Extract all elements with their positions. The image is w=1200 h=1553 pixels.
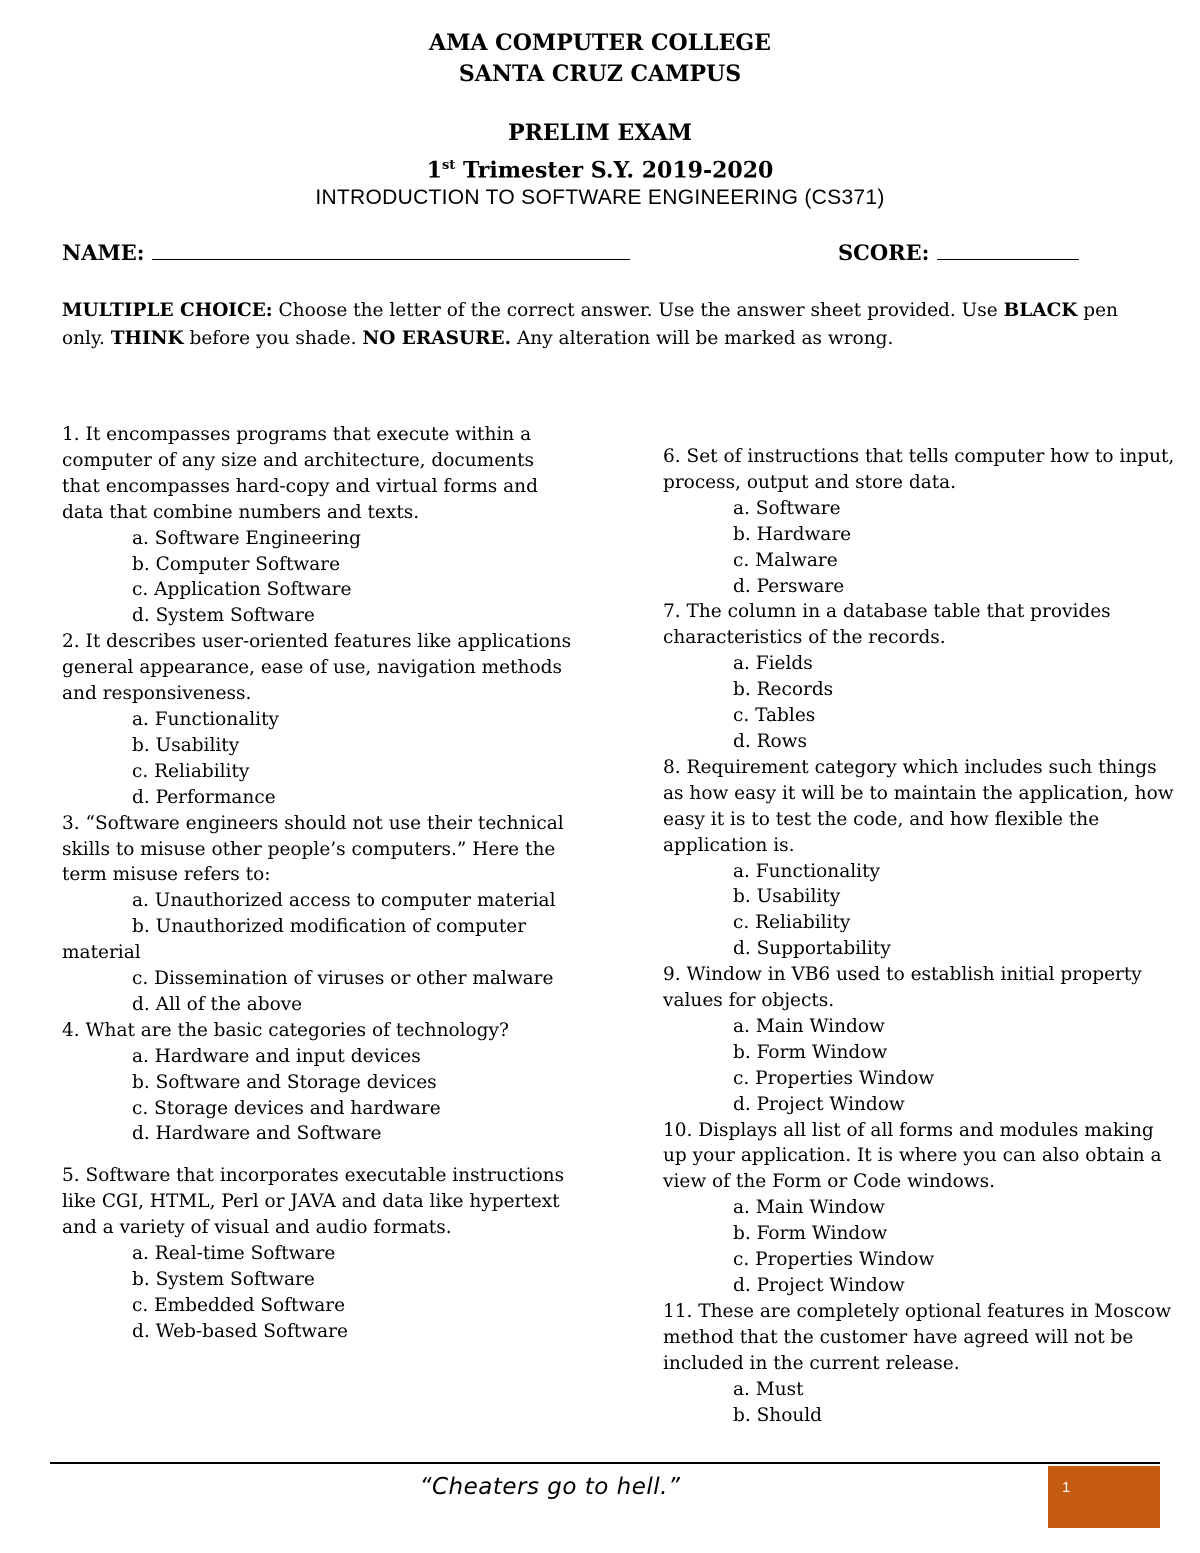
- option: d. Persware: [733, 575, 845, 597]
- option: d. Supportability: [733, 938, 891, 960]
- option: b. Should: [733, 1404, 823, 1426]
- trimester-number: 1: [426, 157, 442, 184]
- option: c. Tables: [733, 705, 816, 727]
- option: d. Hardware and Software: [132, 1123, 382, 1145]
- option: c. Properties Window: [733, 1249, 935, 1271]
- option: d. Project Window: [733, 1093, 905, 1115]
- instructions-text-1: Choose the letter of the correct answer. Use the answer sheet provided. Use: [272, 300, 1004, 321]
- instructions: [62, 297, 1162, 353]
- instructions-text-3: before you shade.: [183, 328, 363, 349]
- instructions-lead: MULTIPLE CHOICE:: [62, 300, 273, 321]
- question-text: 1. It encompasses programs that execute within a computer of any size and architecture, documents that encompasses hard-copy and virtual forms and data that combine numbers and texts.: [62, 424, 538, 523]
- option: c. Dissemination of viruses or other malware: [132, 968, 554, 990]
- option: b. Form Window: [733, 1041, 888, 1063]
- question-5: [62, 1163, 572, 1344]
- option: c. Reliability: [132, 760, 250, 782]
- option: b. System Software: [132, 1269, 315, 1290]
- option: b. Unauthorized modification of computer material: [62, 916, 527, 964]
- question-text: 8. Requirement category which includes such things as how easy it will be to maintain the application, how easy it is to test the code, and how flexible the application is.: [663, 756, 1174, 856]
- option: a. Functionality: [132, 708, 279, 730]
- question-text: 6. Set of instructions that tells computer how to input, process, output and store data.: [663, 446, 1175, 493]
- option: a. Software: [733, 497, 841, 519]
- spacer: [62, 1147, 572, 1163]
- question-text: 11. These are completely optional features in Moscow method that the customer have agreed will not be included in the current release.: [663, 1300, 1172, 1374]
- option: a. Main Window: [733, 1197, 885, 1219]
- question-3: [62, 811, 572, 1018]
- instructions-no-erasure: NO ERASURE.: [362, 328, 512, 349]
- question-text: 2. It describes user-oriented features like applications general appearance, ease of use, navigation methods and responsiveness.: [62, 631, 572, 705]
- question-text: 7. The column in a database table that provides characteristics of the records.: [663, 601, 1111, 649]
- question-1: [62, 422, 572, 629]
- option: b. Form Window: [733, 1223, 888, 1245]
- question-10: [663, 1118, 1183, 1299]
- option: b. Computer Software: [132, 553, 341, 575]
- option: c. Embedded Software: [132, 1294, 346, 1316]
- questions-left-column: [62, 422, 572, 1345]
- name-blank[interactable]: [152, 241, 630, 260]
- option: d. All of the above: [132, 993, 303, 1015]
- questions-right-column: [663, 444, 1183, 1428]
- instructions-think: THINK: [110, 328, 184, 349]
- option: d. Web-based Software: [132, 1320, 348, 1342]
- option: d. Project Window: [733, 1275, 905, 1296]
- school-name: AMA COMPUTER COLLEGE: [429, 30, 771, 56]
- option: c. Properties Window: [733, 1067, 935, 1089]
- question-8: [663, 755, 1183, 962]
- option: c. Malware: [733, 549, 838, 571]
- option: c. Application Software: [132, 579, 352, 601]
- page-number: 1: [1062, 1479, 1071, 1496]
- option: a. Fields: [733, 653, 813, 675]
- score-row: [838, 240, 1079, 265]
- option: a. Main Window: [733, 1015, 885, 1037]
- question-2: [62, 629, 572, 810]
- course-title: INTRODUCTION TO SOFTWARE ENGINEERING (CS371): [315, 186, 885, 209]
- school-year: Trimester S.Y. 2019-2020: [455, 157, 774, 184]
- question-7: [663, 599, 1183, 754]
- option: b. Usability: [132, 734, 240, 756]
- name-row: [62, 240, 630, 265]
- option: d. Performance: [132, 786, 276, 808]
- question-text: 10. Displays all list of all forms and modules making up your application. It is where you can also obtain a view of the Form or Code windows.: [663, 1119, 1162, 1193]
- instructions-text-2: pen only.: [62, 300, 1118, 349]
- option: c. Storage devices and hardware: [132, 1097, 441, 1119]
- question-text: 3. “Software engineers should not use their technical skills to misuse other people’s computers.” Here the term misuse refers to:: [62, 812, 564, 886]
- campus-name: SANTA CRUZ CAMPUS: [458, 61, 742, 87]
- footer-motto: “Cheaters go to hell.”: [419, 1474, 681, 1500]
- score-label: SCORE:: [838, 240, 930, 265]
- exam-title: PRELIM EXAM: [508, 120, 692, 146]
- option: d. System Software: [132, 605, 315, 627]
- trimester-suffix: st: [441, 158, 456, 173]
- name-label: NAME:: [62, 240, 145, 265]
- option: a. Hardware and input devices: [132, 1045, 421, 1067]
- school-header: [0, 28, 1200, 90]
- question-9: [663, 962, 1183, 1117]
- option: a. Unauthorized access to computer material: [132, 890, 556, 912]
- option: b. Usability: [733, 886, 841, 908]
- instructions-text-4: Any alteration will be marked as wrong.: [511, 328, 894, 349]
- instructions-black: BLACK: [1003, 300, 1078, 321]
- option: a. Software Engineering: [132, 527, 361, 549]
- option: d. Rows: [733, 730, 807, 752]
- question-4: [62, 1018, 572, 1148]
- question-6: [663, 444, 1183, 599]
- option: b. Records: [733, 679, 834, 701]
- question-text: 9. Window in VB6 used to establish initial property values for objects.: [663, 964, 1142, 1012]
- trimester-line: [0, 150, 1200, 186]
- question-11: [663, 1299, 1183, 1429]
- option: a. Must: [733, 1378, 804, 1400]
- option: a. Functionality: [733, 860, 880, 882]
- page-number-box: [1048, 1466, 1160, 1528]
- footer-divider: [50, 1462, 1160, 1464]
- score-blank[interactable]: [937, 241, 1079, 260]
- option: b. Software and Storage devices: [132, 1071, 437, 1093]
- option: a. Real-time Software: [132, 1243, 336, 1265]
- option: b. Hardware: [733, 523, 852, 545]
- question-text: 5. Software that incorporates executable instructions like CGI, HTML, Perl or JAVA and data like hypertext and a variety of visual and audio formats.: [62, 1165, 565, 1239]
- option: c. Reliability: [733, 912, 851, 934]
- question-text: 4. What are the basic categories of technology?: [62, 1019, 509, 1041]
